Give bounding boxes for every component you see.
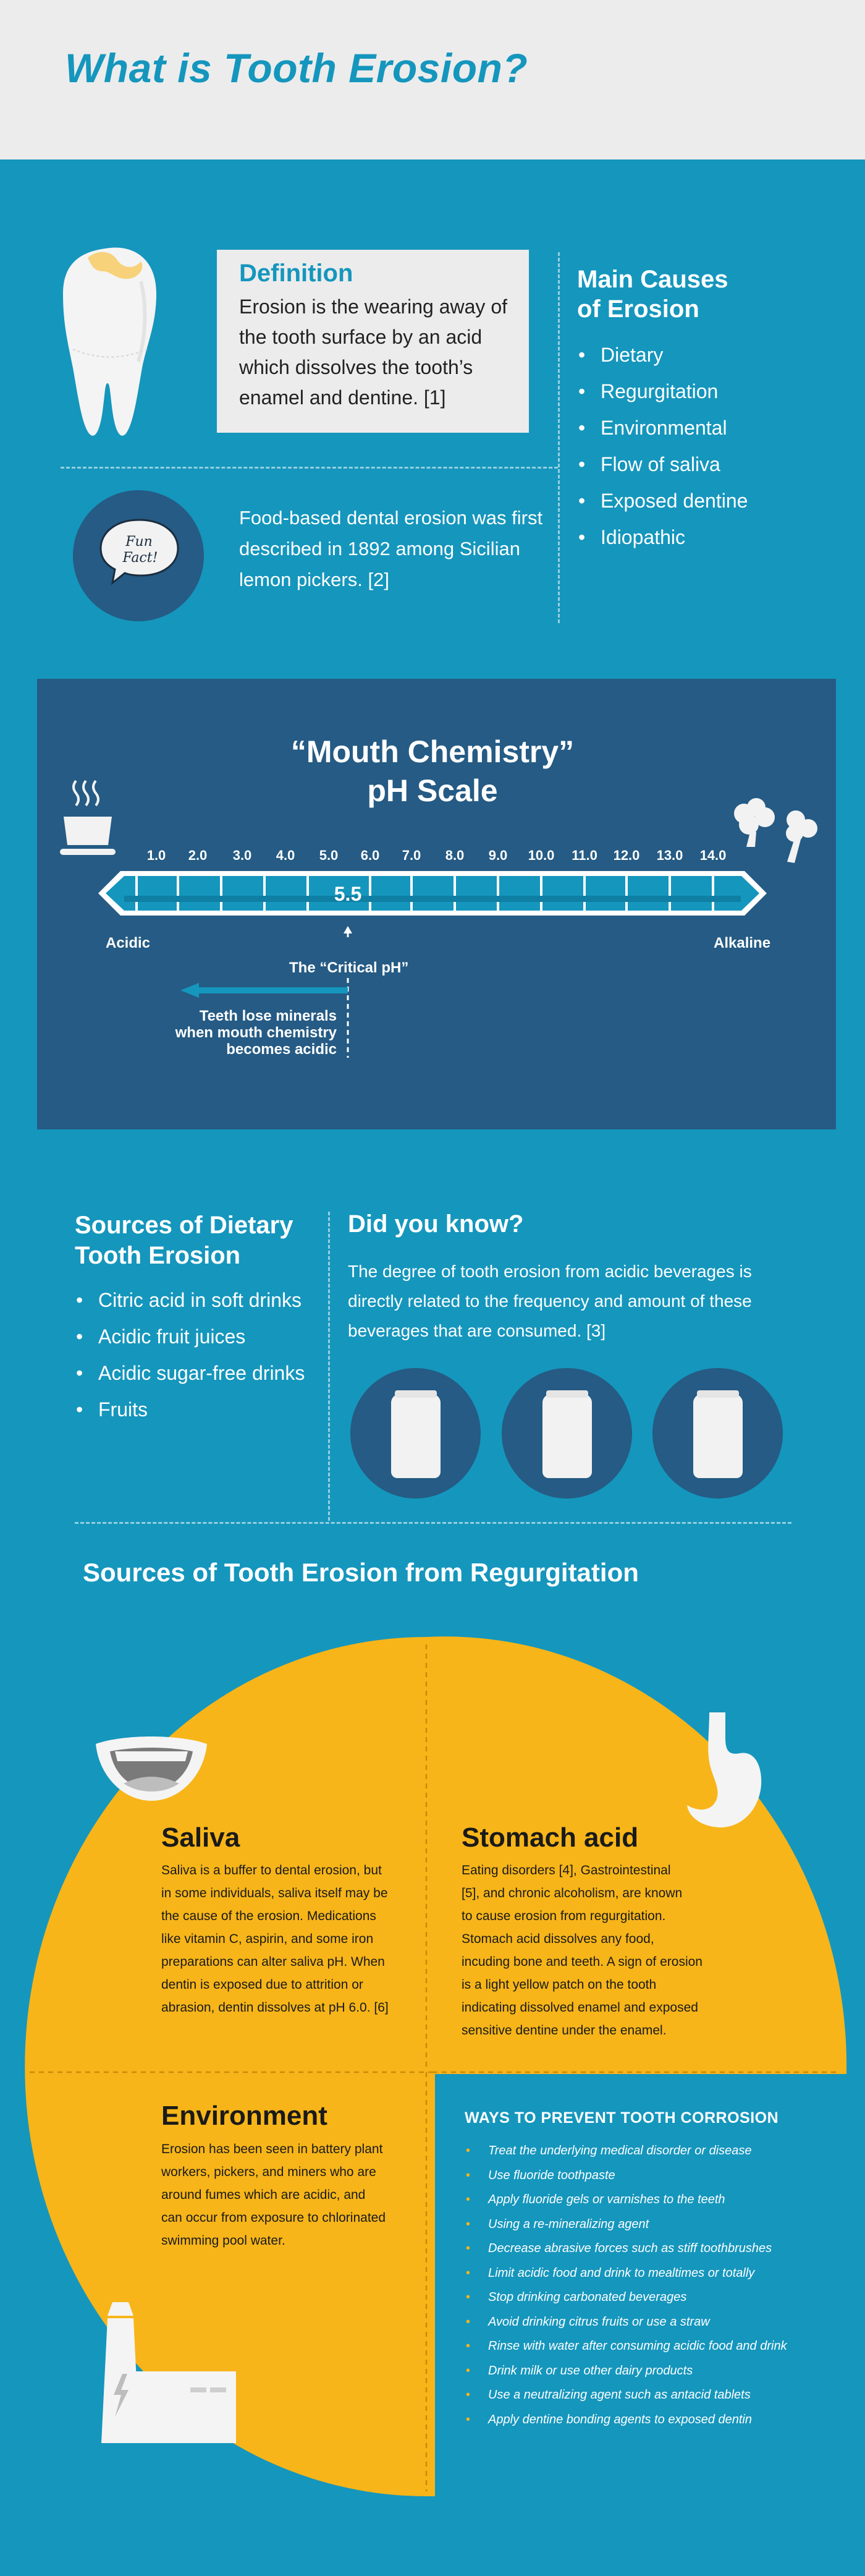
text-line: abrasion, dentin dissolves at pH 6.0. [6] [161,2000,389,2015]
dietary-title-line1: Sources of Dietary [75,1212,293,1239]
regurgitation-title: Sources of Tooth Erosion from Regurgitation [83,1558,639,1587]
list-item: • Apply fluoride gels or varnishes to the teeth [465,2188,787,2213]
can-icon-rim [697,1390,739,1398]
ph-tick-label: 9.0 [488,848,508,863]
list-item: • Citric acid in soft drinks [75,1282,305,1319]
acidic-label: Acidic [106,935,151,951]
list-item: • Drink milk or use other dairy products [465,2359,787,2384]
fun-fact-badge-line1: Fun [125,534,153,550]
fun-fact-badge-line2: Fact! [122,550,158,566]
alkaline-label: Alkaline [714,935,771,951]
list-item: • Regurgitation [577,373,748,410]
text-line: sensitive dentine under the enamel. [462,2023,667,2038]
page-title: What is Tooth Erosion? [65,45,528,91]
speech-bubble-icon [98,516,181,587]
can-icon [693,1394,743,1478]
main-causes-list [577,337,748,556]
dietary-title-line2: Tooth Erosion [75,1242,241,1269]
saliva-title: Saliva [161,1822,240,1853]
text-line: around fumes which are acidic, and [161,2188,366,2202]
list-item: • Avoid drinking citrus fruits or use a straw [465,2310,787,2335]
text-line: swimming pool water. [161,2234,285,2248]
divider [75,1522,791,1524]
ph-scale-title [80,733,785,810]
text-line: Saliva is a buffer to dental erosion, but [161,1863,382,1877]
definition-text: Erosion is the wearing away of the tooth surface by an acid which dissolves the tooth’s enamel and dentine. [1] [239,295,507,409]
text-line: preparations can alter saliva pH. When [161,1955,385,1969]
list-item: • Apply dentine bonding agents to exposed dentin [465,2408,787,2433]
ph-scale-title-line2: pH Scale [367,773,498,808]
ph-tick-label: 6.0 [360,848,380,863]
dietary-title [75,1210,293,1271]
list-item: • Fruits [75,1392,305,1428]
coffee-cup-icon [59,776,117,862]
text-line: in some individuals, saliva itself may be [161,1886,388,1900]
list-item: • Acidic fruit juices [75,1319,305,1355]
ph-tick-label: 11.0 [572,848,597,863]
critical-ph-label: The “Critical pH” [289,959,409,976]
ph-tick-label: 10.0 [528,848,555,863]
text-line: incuding bone and teeth. A sign of erosion [462,1955,703,1969]
tooth-icon [61,244,159,441]
minerals-note [151,1008,337,1058]
text-line: is a light yellow patch on the tooth [462,1978,657,1992]
ph-scale-title-line1: “Mouth Chemistry” [290,734,575,769]
did-you-know-title: Did you know? [348,1210,524,1238]
list-item: • Use fluoride toothpaste [465,2164,787,2188]
critical-ph-value: 5.5 [334,883,362,905]
can-icon-badge [502,1368,632,1498]
environment-title: Environment [161,2101,327,2131]
ph-tick-label: 13.0 [656,848,683,863]
text-line: the cause of the erosion. Medications [161,1909,376,1923]
list-item: • Using a re-mineralizing agent [465,2213,787,2237]
text-line: [5], and chronic alcoholism, are known [462,1886,683,1900]
main-causes-title-line2: of Erosion [577,295,699,323]
definition-title: Definition [239,260,353,287]
ph-tick-label: 5.0 [319,848,339,863]
text-line: Eating disorders [4], Gastrointestinal [462,1863,671,1877]
can-icon-rim [395,1390,437,1398]
stomach-acid-text [462,1859,746,2042]
stomach-icon [685,1712,765,1830]
minerals-note-line2: when mouth chemistry [175,1024,337,1041]
main-causes-title [577,265,728,324]
environment-text [161,2138,421,2252]
list-item: • Environmental [577,410,748,446]
text-line: indicating dissolved enamel and exposed [462,2000,698,2015]
can-icon [542,1394,592,1478]
list-item: • Use a neutralizing agent such as antacid tablets [465,2383,787,2408]
text-line: Stomach acid dissolves any food, [462,1932,654,1946]
list-item: • Exposed dentine [577,483,748,519]
ph-tick-label: 8.0 [445,848,465,863]
divider [558,252,560,623]
saliva-text [161,1859,421,2019]
list-item: • Idiopathic [577,519,748,556]
list-item: • Stop drinking carbonated beverages [465,2285,787,2310]
ph-scale-bar [96,869,769,918]
ph-tick-label: 14.0 [699,848,727,863]
list-item: • Decrease abrasive forces such as stiff toothbrushes [465,2237,787,2261]
fun-fact-text: Food-based dental erosion was first described in 1892 among Sicilian lemon pickers. [2] [239,507,543,590]
list-item: • Flow of saliva [577,446,748,483]
list-item: • Limit acidic food and drink to mealtimes or totally [465,2261,787,2286]
list-item: • Acidic sugar-free drinks [75,1355,305,1392]
text-line: workers, pickers, and miners who are [161,2165,376,2179]
minerals-note-line3: becomes acidic [226,1041,337,1058]
divider [328,1212,330,1521]
dietary-list [75,1282,305,1428]
prevention-list [465,2139,787,2432]
can-icon-badge [652,1368,783,1498]
ph-tick-label: 1.0 [146,848,166,863]
main-causes-title-line1: Main Causes [577,266,728,293]
can-icon-rim [546,1390,588,1398]
text-line: Erosion has been seen in battery plant [161,2142,383,2156]
page-header [0,0,865,159]
stomach-acid-title: Stomach acid [462,1822,639,1853]
text-line: can occur from exposure to chlorinated [161,2211,386,2225]
ph-tick-label: 12.0 [613,848,640,863]
factory-icon [99,2300,238,2445]
list-item: • Treat the underlying medical disorder or disease [465,2139,787,2164]
text-line: dentin is exposed due to attrition or [161,1978,363,1992]
text-line: like vitamin C, aspirin, and some iron [161,1932,374,1946]
mouth-icon [93,1733,210,1804]
ph-tick-label: 4.0 [276,848,295,863]
broccoli-icon [728,797,824,865]
prevention-title: WAYS TO PREVENT TOOTH CORROSION [465,2109,779,2127]
can-icon [391,1394,441,1478]
ph-tick-label: 3.0 [232,848,252,863]
divider [61,467,558,469]
ph-tick-label: 2.0 [188,848,208,863]
text-line: to cause erosion from regurgitation. [462,1909,666,1923]
can-icon-badge [350,1368,481,1498]
list-item: • Dietary [577,337,748,373]
list-item: • Rinse with water after consuming acidic food and drink [465,2334,787,2359]
did-you-know-text: The degree of tooth erosion from acidic beverages is directly related to the frequency and amount of these beverages that are consumed. [3] [348,1262,752,1340]
minerals-note-line1: Teeth lose minerals [199,1008,337,1024]
ph-tick-label: 7.0 [402,848,421,863]
